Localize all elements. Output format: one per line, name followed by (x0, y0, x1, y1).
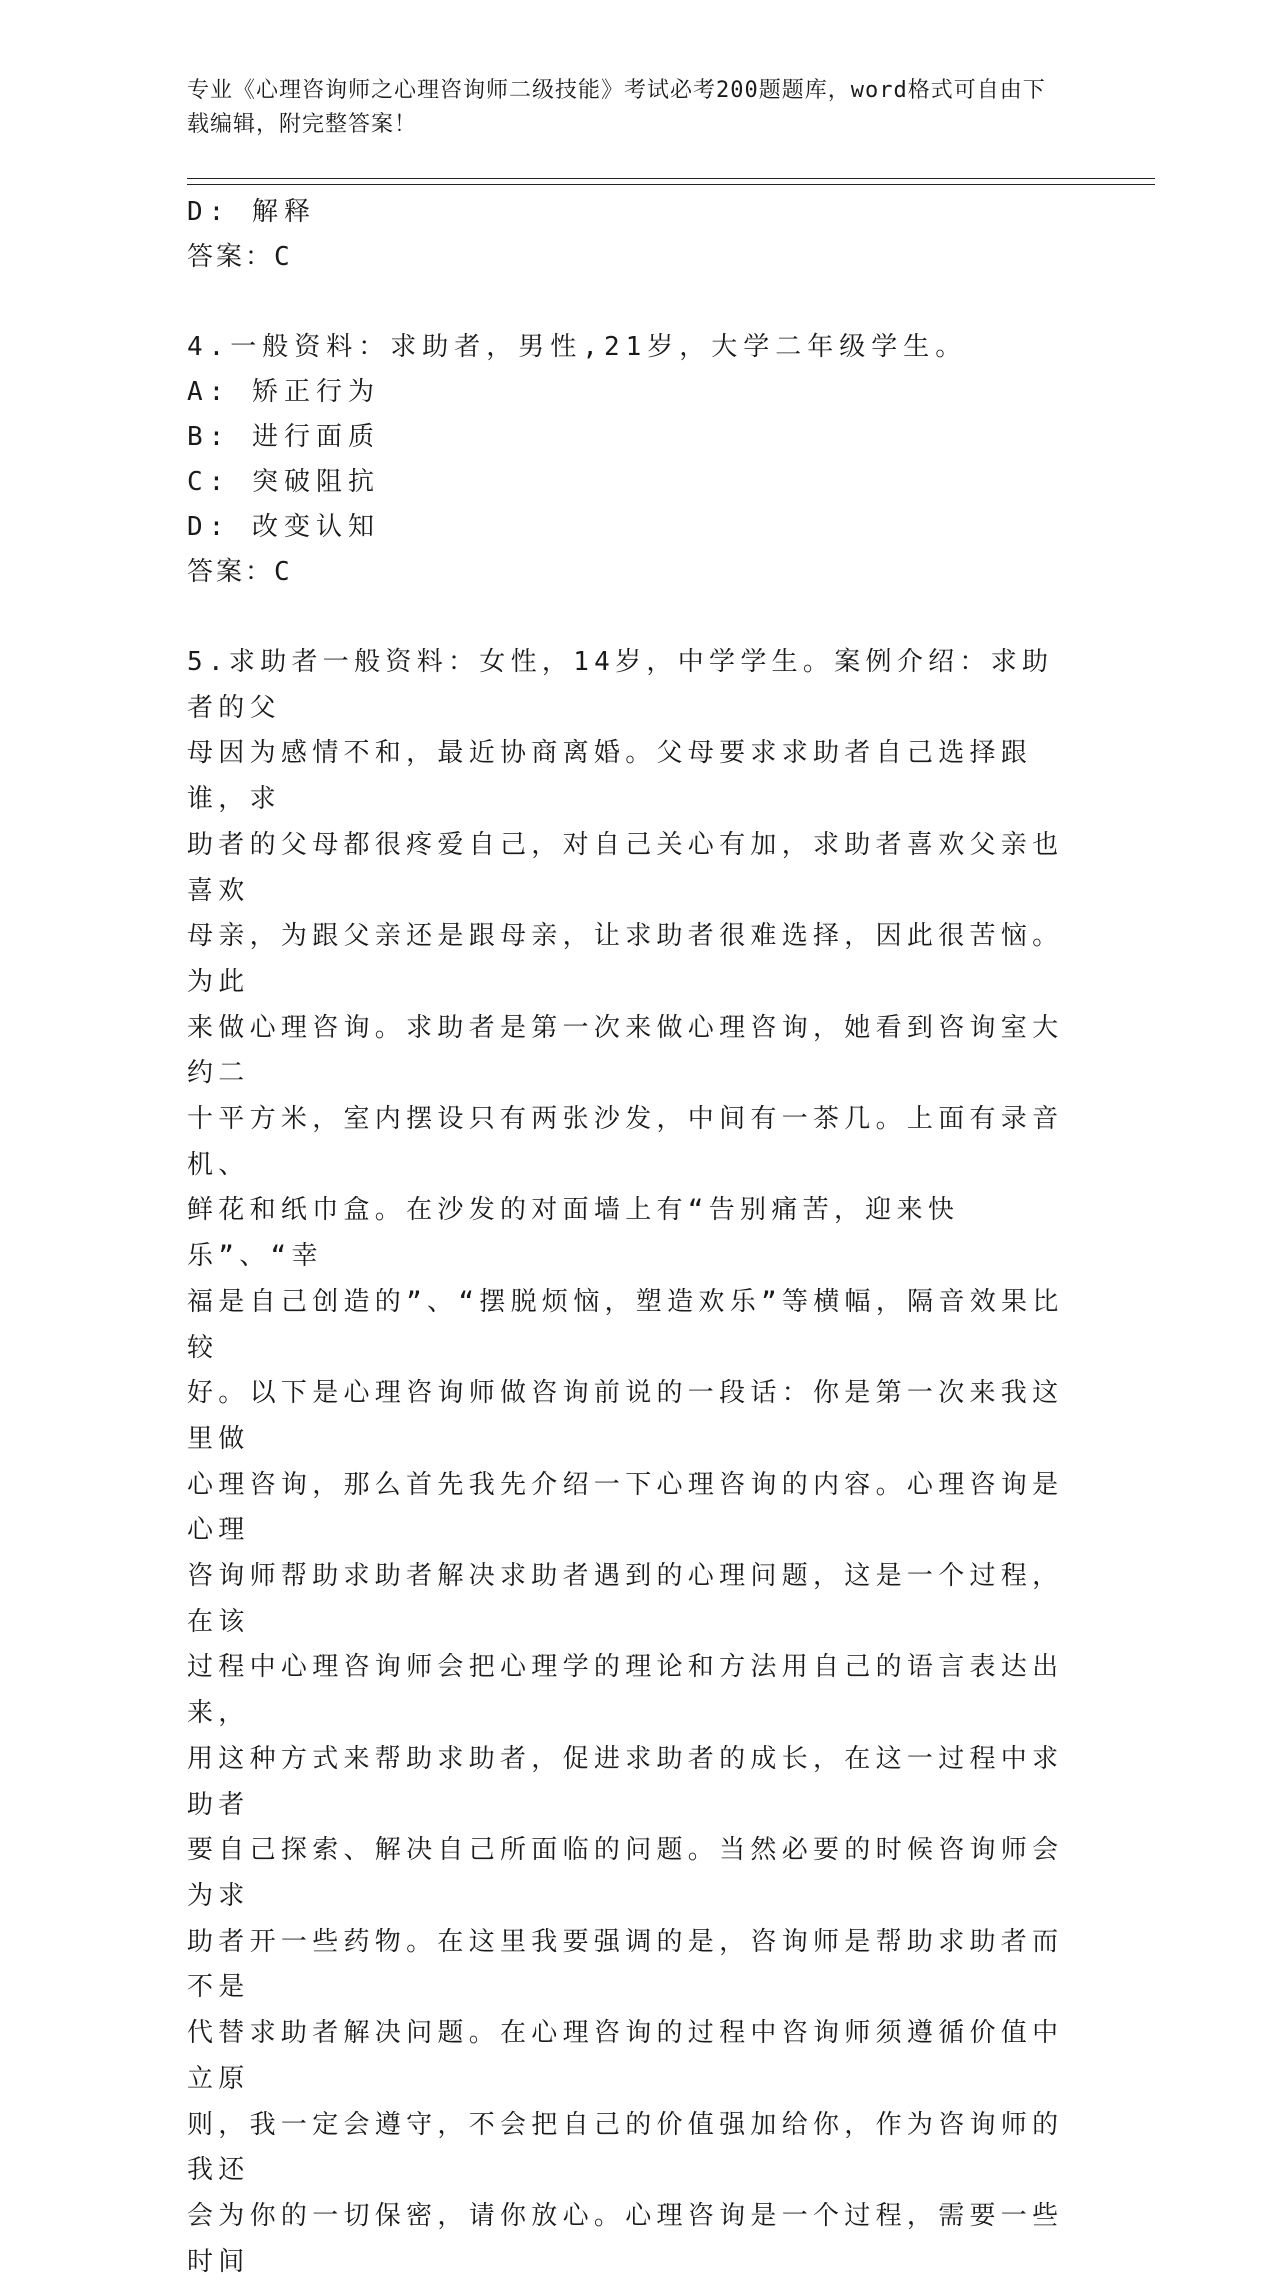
q5-line: 十平方米，室内摆设只有两张沙发，中间有一茶几。上面有录音机、 (187, 1104, 1064, 1180)
q5-line: 要自己探索、解决自己所面临的问题。当然必要的时候咨询师会为求 (187, 1835, 1064, 1911)
q5-line: 心理咨询，那么首先我先介绍一下心理咨询的内容。心理咨询是心理 (187, 1469, 1064, 1546)
q5-question (187, 640, 1067, 2285)
q5-line: 助者的父母都很疼爱自己，对自己关心有加，求助者喜欢父亲也喜欢 (187, 829, 1064, 906)
q4-option-d: D: 改变认知 (187, 512, 380, 542)
q4-answer: 答案：C (187, 557, 293, 587)
q4-option-b: B: 进行面质 (187, 422, 380, 452)
q5-line: 母亲，为跟父亲还是跟母亲，让求助者很难选择，因此很苦恼。为此 (187, 921, 1064, 997)
q5-line: 则，我一定会遵守，不会把自己的价值强加给你，作为咨询师的我还 (187, 2109, 1064, 2186)
q5-line: 好。以下是心理咨询师做咨询前说的一段话：你是第一次来我这里做 (187, 1378, 1064, 1454)
q4-option-a: A: 矫正行为 (187, 377, 380, 407)
q5-line: 母因为感情不和，最近协商离婚。父母要求求助者自己选择跟谁，求 (187, 738, 1033, 815)
q3-answer: 答案：C (187, 242, 293, 272)
spacer (187, 595, 1067, 640)
q5-line: 用这种方式来帮助求助者，促进求助者的成长，在这一过程中求助者 (187, 1743, 1064, 1820)
q4-question: 4.一般资料：求助者，男性,21岁，大学二年级学生。 (187, 332, 968, 362)
q4-option-c: C: 突破阻抗 (187, 467, 380, 497)
q5-line: 5.求助者一般资料：女性，14岁，中学学生。案例介绍：求助者的父 (187, 647, 1054, 723)
q5-line: 咨询师帮助求助者解决求助者遇到的心理问题，这是一个过程，在该 (187, 1561, 1064, 1637)
q3-option-d: D: 解释 (187, 197, 316, 227)
header-divider-bottom (187, 184, 1155, 185)
document-header (187, 74, 1067, 142)
header-divider-top (187, 178, 1155, 179)
header-text: 专业《心理咨询师之心理咨询师二级技能》考试必考200题题库，word格式可自由下载编辑，附完整答案！ (187, 78, 1046, 137)
q5-line: 来做心理咨询。求助者是第一次来做心理咨询，她看到咨询室大约二 (187, 1012, 1064, 1089)
q5-line: 助者开一些药物。在这里我要强调的是，咨询师是帮助求助者而不是 (187, 1926, 1064, 2003)
q5-line: 福是自己创造的”、“摆脱烦恼，塑造欢乐”等横幅，隔音效果比较 (187, 1286, 1064, 1363)
q5-line: 鲜花和纸巾盒。在沙发的对面墙上有“告别痛苦，迎来快乐”、“幸 (187, 1195, 960, 1272)
q5-line: 代替求助者解决问题。在心理咨询的过程中咨询师须遵循价值中立原 (187, 2018, 1064, 2094)
q5-line: 过程中心理咨询师会把心理学的理论和方法用自己的语言表达出来， (187, 1652, 1064, 1729)
spacer (187, 280, 1067, 325)
q5-line: 会为你的一切保密，请你放心。心理咨询是一个过程，需要一些时间 (187, 2200, 1064, 2277)
document-body (187, 190, 1067, 2285)
